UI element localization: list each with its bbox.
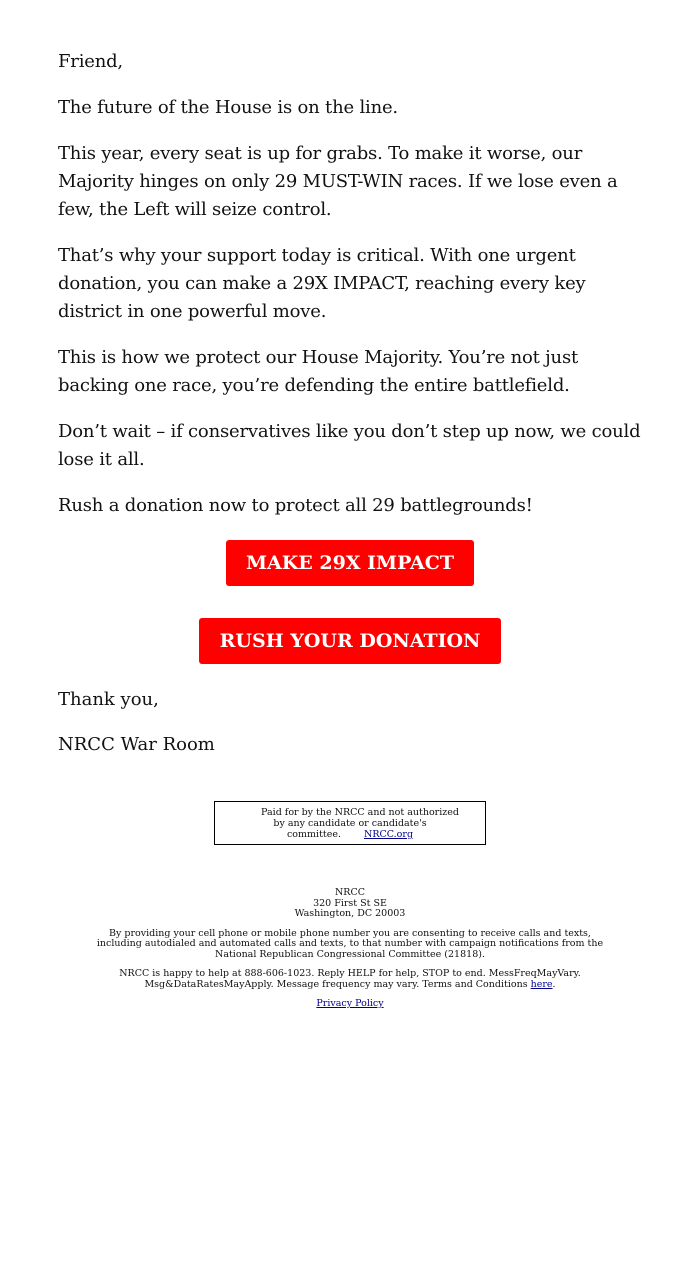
make-impact-button[interactable]: MAKE 29X IMPACT (226, 540, 474, 586)
disclaimer-text: Paid for by the NRCC and not authorized by any candidate or candidate's committee. (261, 806, 459, 840)
paragraph: Rush a donation now to protect all 29 battlegrounds! (58, 495, 533, 516)
signature: NRCC War Room (58, 734, 215, 755)
consent-text: By providing your cell phone or mobile phone number you are consenting to receive calls and texts, including autodialed and automated calls and texts, to that number with campaign notifications from the National Republican Congressional Committee (21818). (96, 927, 604, 960)
city: Washington, DC 20003 (294, 908, 406, 919)
thanks-text: Thank you, (58, 689, 159, 710)
paragraph: The future of the House is on the line. (58, 97, 398, 118)
footer (90, 888, 610, 1019)
street: 320 First St SE (313, 897, 387, 909)
help-text-block: NRCC is happy to help at 888-606-1023. Reply HELP for help, STOP to end. MessFreqMayVary. Msg&DataRatesMayApply. Message frequency may vary. Terms and Conditions here. (119, 968, 581, 990)
paragraph: That’s why your support today is critical. With one urgent donation, you can make a 29X IMPACT, reaching every key district in one powerful move. (58, 245, 586, 322)
terms-link[interactable]: here (530, 978, 553, 990)
rush-donation-button[interactable]: RUSH YOUR DONATION (199, 618, 501, 664)
paragraph: Don’t wait – if conservatives like you don’t step up now, we could lose it all. (58, 421, 641, 470)
paragraph: This year, every seat is up for grabs. To make it worse, our Majority hinges on only 29 MUST-WIN races. If we lose even a few, the Left will seize control. (58, 143, 618, 220)
email-body (58, 48, 648, 538)
paragraph: This is how we protect our House Majority. You’re not just backing one race, you’re defending the entire battlefield. (58, 347, 579, 396)
greeting: Friend, (58, 51, 123, 72)
help-text: NRCC is happy to help at 888-606-1023. Reply HELP for help, STOP to end. MessFreqMayVary. Msg&DataRatesMayApply. Message frequency may vary. Terms and Conditions (119, 968, 581, 990)
privacy-policy-link[interactable]: Privacy Policy (316, 998, 384, 1009)
signoff (58, 686, 215, 776)
org-name: NRCC (334, 887, 365, 898)
nrcc-link[interactable]: NRCC.org (364, 828, 414, 840)
address (90, 888, 610, 920)
paid-for-disclaimer (214, 801, 486, 845)
